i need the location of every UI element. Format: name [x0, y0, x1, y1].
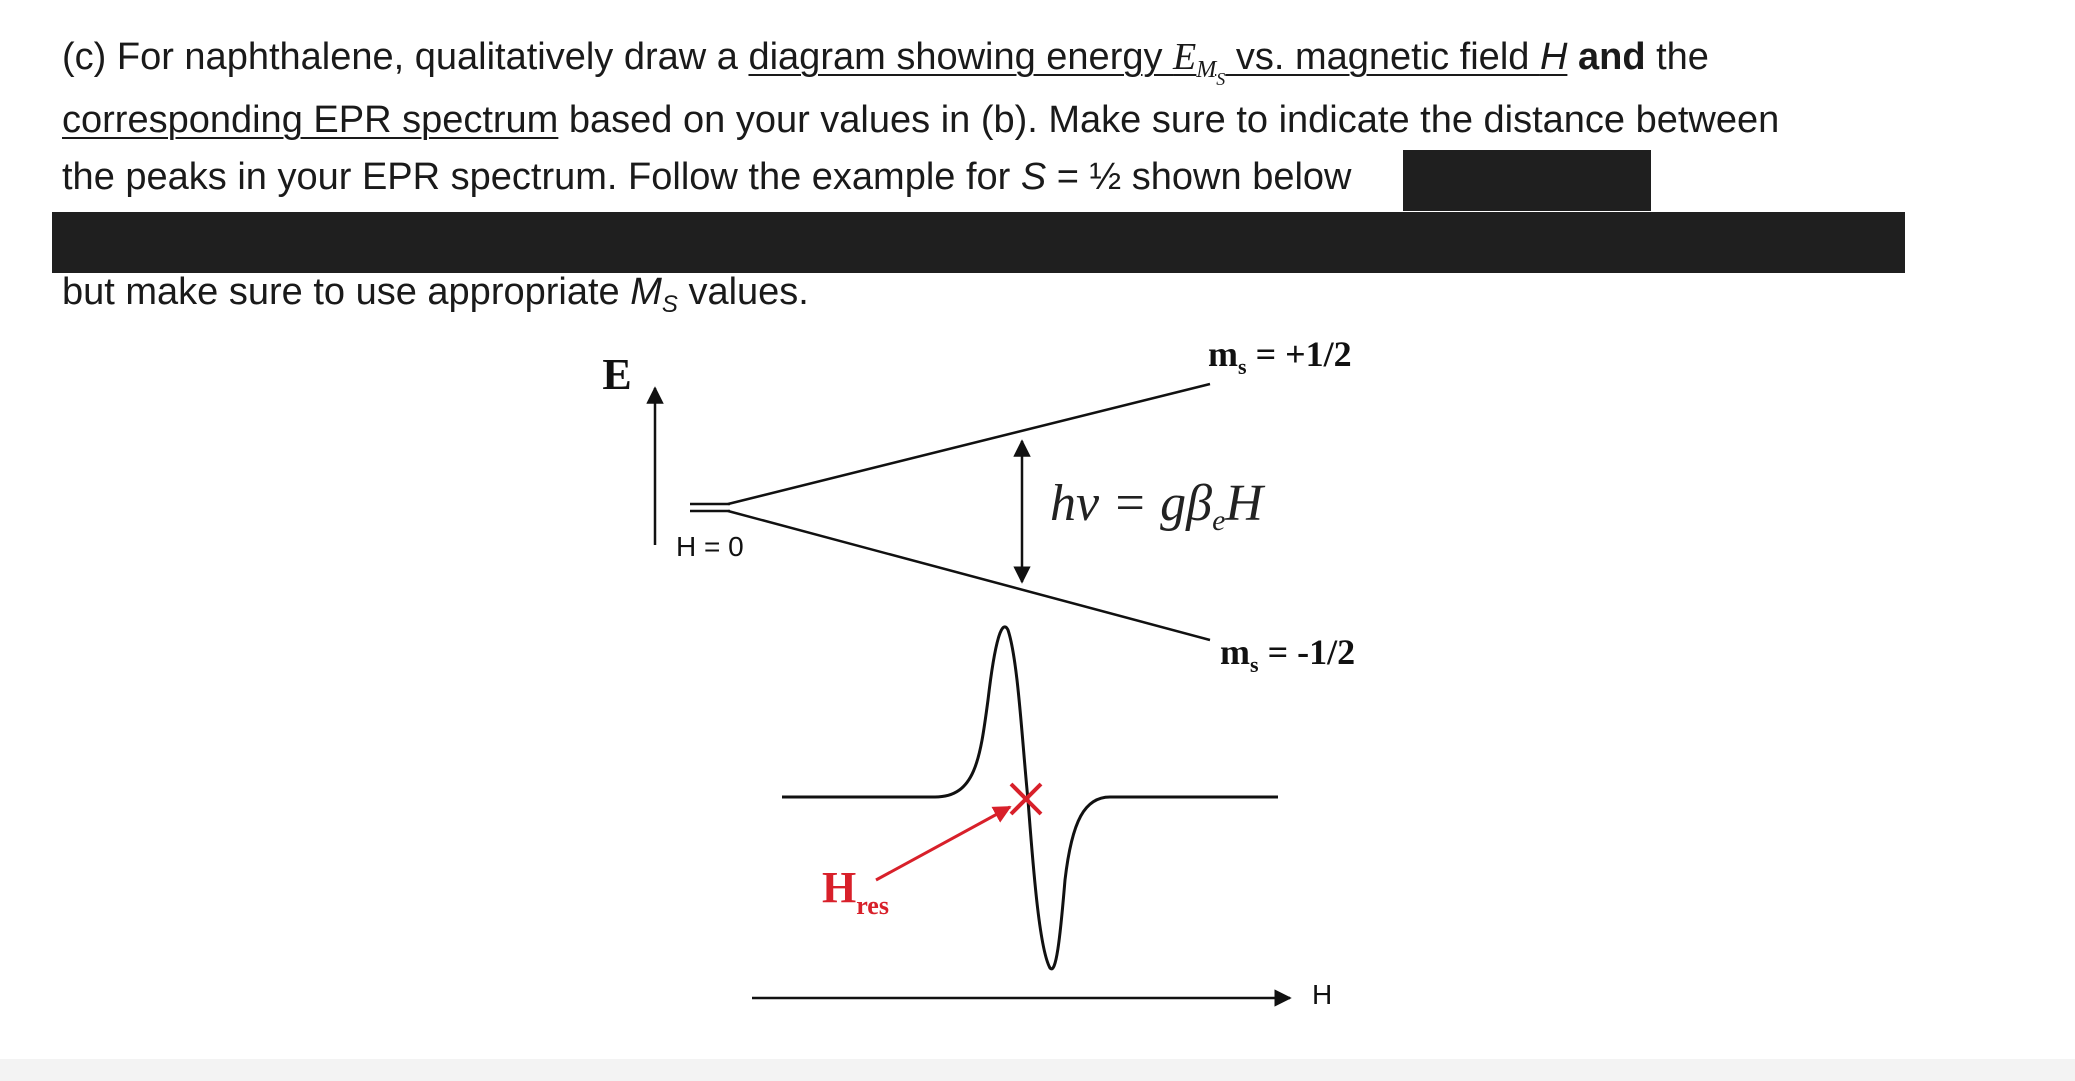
phrase-text: diagram showing energy [748, 36, 1174, 78]
question-text: based on your values in (b). Make sure to indicate the distance between [558, 99, 1780, 141]
ms-subscript: S [661, 291, 678, 318]
field-axis-label: H [1312, 979, 1333, 1010]
hres-label: $H_{res}$ [822, 863, 889, 920]
energy-axis-label: E [602, 350, 632, 399]
question-text-suffix: the [1645, 36, 1709, 78]
phrase-text-2: vs. magnetic field [1225, 36, 1540, 78]
lower-level-label: $m_s = -1/2$ [1220, 632, 1356, 677]
question-text-rest: = ½ shown below [1046, 156, 1352, 198]
question-text: the peaks in your EPR spectrum. Follow the example for [62, 156, 1021, 198]
ms-symbol: M [630, 271, 662, 313]
field-symbol: H [1539, 36, 1568, 78]
spin-symbol: S [1020, 156, 1047, 198]
question-text: but make sure to use appropriate [62, 271, 631, 313]
energy-sub-s: S [1216, 69, 1226, 89]
bottom-strip [0, 1059, 2075, 1081]
resonance-equation: hν = gβeH [1050, 475, 1263, 537]
question-text-rest: values. [677, 271, 809, 313]
upper-level-label: $m_s = +1/2$ [1208, 334, 1352, 379]
underlined-epr-phrase: corresponding EPR spectrum [62, 99, 559, 141]
bold-and: and [1577, 36, 1646, 78]
hres-pointer-arrow [876, 807, 1010, 880]
h-zero-label: H = 0 [676, 531, 744, 562]
energy-sub-m: M [1196, 57, 1217, 83]
energy-symbol: E [1173, 36, 1197, 78]
question-text: (c) For naphthalene, qualitatively draw a [62, 36, 749, 78]
